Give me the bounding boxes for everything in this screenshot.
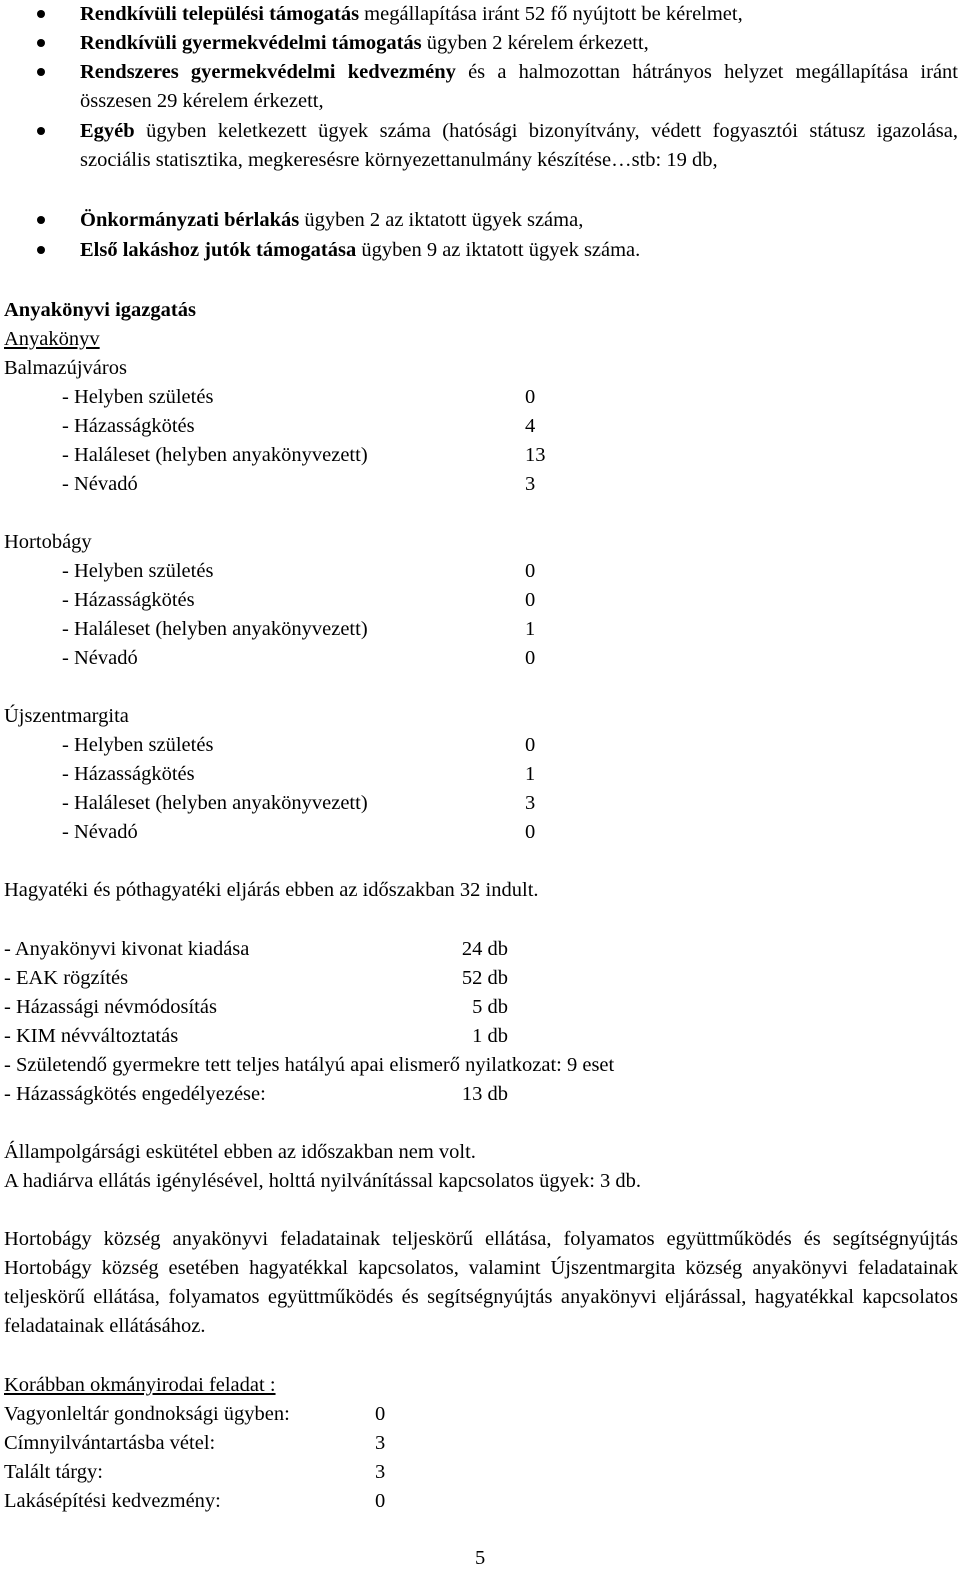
citizenship-line: Állampolgársági eskütétel ebben az időszakban nem volt.: [4, 1141, 476, 1163]
document-value: 5 db: [472, 996, 508, 1018]
document-row: [0, 935, 960, 964]
list-item-text: megállapítása iránt 52 fő nyújtott be kérelmet,: [359, 3, 743, 25]
former-value: 3: [375, 1432, 386, 1454]
document-label: - Házasságkötés engedélyezése:: [4, 1083, 266, 1105]
list-item-bold: Egyéb: [80, 120, 135, 142]
locality-name: Balmazújváros: [4, 357, 127, 379]
document-value: 24 db: [461, 938, 508, 960]
list-item-text: ügyben 2 kérelem érkezett,: [421, 32, 649, 54]
former-tasks-title: Korábban okmányirodai feladat :: [4, 1374, 276, 1396]
row-value: 1: [525, 763, 536, 785]
bullet-icon: [37, 39, 45, 47]
former-value: 0: [375, 1490, 386, 1512]
former-row: [0, 1458, 960, 1487]
bullet-icon: [37, 10, 45, 18]
bullet-icon: [37, 68, 45, 76]
list-item-bold: Rendszeres gyermekvédelmi kedvezmény: [80, 61, 456, 83]
row-label: - Haláleset (helyben anyakönyvezett): [62, 792, 368, 814]
list-item: [80, 117, 958, 175]
locality-name: Hortobágy: [4, 531, 92, 553]
list-item: [80, 58, 958, 116]
former-value: 0: [375, 1403, 386, 1425]
row-label: - Névadó: [62, 647, 138, 669]
locality-name: Újszentmargita: [4, 705, 129, 727]
former-label: Talált tárgy:: [4, 1461, 103, 1483]
row-value: 0: [525, 821, 536, 843]
document-label: - Anyakönyvi kivonat kiadása: [4, 938, 250, 960]
row-label: - Névadó: [62, 473, 138, 495]
list-item-text: és a halmozottan hátrányos helyzet megállapítása iránt összesen 29 kérelem érkezett,: [80, 61, 958, 112]
row-value: 13: [525, 444, 546, 466]
row-label: - Helyben születés: [62, 734, 214, 756]
former-row: [0, 1429, 960, 1458]
former-label: Címnyilvántartásba vétel:: [4, 1432, 216, 1454]
former-value: 3: [375, 1461, 386, 1483]
row-label: - Helyben születés: [62, 386, 214, 408]
row-value: 1: [525, 618, 536, 640]
paternity-line: - Születendő gyermekre tett teljes hatályú apai elismerő nyilatkozat: 9 eset: [4, 1054, 615, 1076]
former-label: Lakásépítési kedvezmény:: [4, 1490, 221, 1512]
bullet-icon: [37, 127, 45, 135]
war-orphan-line: A hadiárva ellátás igénylésével, holttá nyilvánítással kapcsolatos ügyek: 3 db.: [4, 1170, 642, 1192]
row-label: - Haláleset (helyben anyakönyvezett): [62, 618, 368, 640]
bullet-icon: [37, 246, 45, 254]
list-item: [80, 29, 958, 58]
former-row: [0, 1400, 960, 1429]
document-label: - Házassági névmódosítás: [4, 996, 217, 1018]
section-title: Anyakönyvi igazgatás: [4, 299, 196, 321]
row-label: - Haláleset (helyben anyakönyvezett): [62, 444, 368, 466]
document-value: 52 db: [461, 967, 508, 989]
row-value: 0: [525, 589, 536, 611]
former-row: [0, 1487, 960, 1516]
document-row: [0, 1022, 960, 1051]
row-value: 0: [525, 734, 536, 756]
list-item-bold: Önkormányzati bérlakás: [80, 209, 300, 231]
document-label: - EAK rögzítés: [4, 967, 129, 989]
row-value: 3: [525, 792, 536, 814]
row-value: 0: [525, 386, 536, 408]
list-item-bold: Rendkívüli települési támogatás: [80, 3, 360, 25]
list-item-bold: Rendkívüli gyermekvédelmi támogatás: [80, 32, 422, 54]
list-item: [80, 206, 958, 235]
probate-line: Hagyatéki és póthagyatéki eljárás ebben az időszakban 32 indult.: [4, 879, 539, 901]
document-label: - KIM névváltoztatás: [4, 1025, 179, 1047]
row-value: 4: [525, 415, 536, 437]
tasks-paragraph: Hortobágy község anyakönyvi feladatainak teljeskörű ellátása, folyamatos együttműködés és segítségnyújtás Hortobágy község esetében hagyatékkal kapcsolatos, valamint Újszentmargita község anyakönyvi feladatainak teljeskörű ellátása, folyamatos együttműködés és segítségnyújtás anyakönyvi eljárással, hagyatékkal kapcsolatos feladatainak ellátásához.: [4, 1228, 958, 1337]
document-value: 1 db: [472, 1025, 508, 1047]
document-row: [0, 993, 960, 1022]
row-label: - Helyben születés: [62, 560, 214, 582]
row-value: 0: [525, 647, 536, 669]
list-item-text: ügyben 9 az iktatott ügyek száma.: [356, 239, 641, 261]
row-value: 3: [525, 473, 536, 495]
document-value: 13 db: [461, 1083, 508, 1105]
list-item-text: ügyben 2 az iktatott ügyek száma,: [299, 209, 584, 231]
row-label: - Házasságkötés: [62, 415, 195, 437]
list-item-bold: Első lakáshoz jutók támogatása: [80, 239, 357, 261]
row-label: - Házasságkötés: [62, 589, 195, 611]
section-subtitle: Anyakönyv: [4, 328, 100, 350]
bullet-icon: [37, 216, 45, 224]
former-label: Vagyonleltár gondnoksági ügyben:: [4, 1403, 290, 1425]
page-number: 5: [475, 1547, 486, 1569]
row-label: - Házasságkötés: [62, 763, 195, 785]
document-row: [0, 1080, 960, 1109]
list-item: [80, 0, 958, 29]
row-value: 0: [525, 560, 536, 582]
list-item-text: ügyben keletkezett ügyek száma (hatósági bizonyítvány, védett fogyasztói státusz igazolása, szociális statisztika, megkeresésre környezettanulmány készítése…stb: 19 db,: [80, 120, 958, 171]
document-row: [0, 964, 960, 993]
row-label: - Névadó: [62, 821, 138, 843]
list-item: [80, 236, 958, 265]
